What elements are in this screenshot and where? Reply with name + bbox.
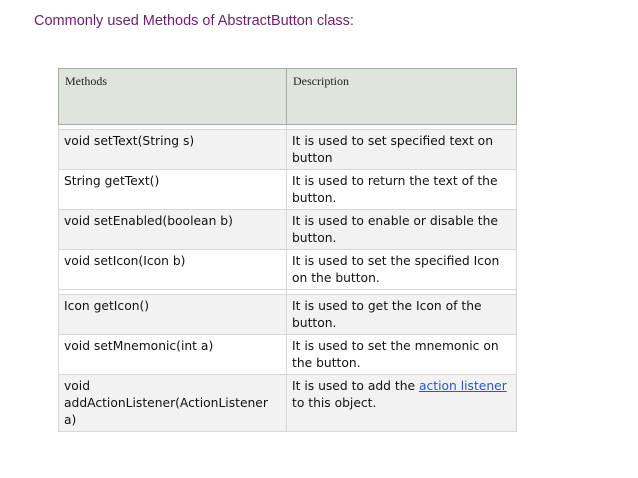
table-row	[59, 210, 517, 250]
method-cell: String getText()	[59, 170, 287, 210]
action-listener-link[interactable]: action listener	[418, 379, 507, 393]
header-description: Description	[287, 69, 517, 125]
description-cell: It is used to set the mnemonic on the button.	[287, 335, 517, 375]
description-text-before: It is used to add the	[292, 379, 419, 393]
description-cell: It is used to get the Icon of the button.	[287, 295, 517, 335]
table-row	[59, 295, 517, 335]
header-methods: Methods	[59, 69, 287, 125]
table-row	[59, 130, 517, 170]
table-row	[59, 335, 517, 375]
description-cell: It is used to set specified text on button	[287, 130, 517, 170]
description-cell: It is used to set the specified Icon on the button.	[287, 250, 517, 290]
table-header-row	[59, 69, 517, 125]
methods-table	[58, 68, 517, 432]
table-row	[59, 375, 517, 432]
description-cell: It is used to enable or disable the button.	[287, 210, 517, 250]
method-cell: void setText(String s)	[59, 130, 287, 170]
slide-title: Commonly used Methods of AbstractButton class:	[34, 13, 354, 29]
method-cell: void setMnemonic(int a)	[59, 335, 287, 375]
method-cell: Icon getIcon()	[59, 295, 287, 335]
table-row	[59, 250, 517, 290]
method-cell: void setEnabled(boolean b)	[59, 210, 287, 250]
method-cell: void setIcon(Icon b)	[59, 250, 287, 290]
description-text-after: to this object.	[292, 396, 377, 410]
table-row	[59, 170, 517, 210]
description-cell: It is used to return the text of the button.	[287, 170, 517, 210]
method-cell: void addActionListener(ActionListener a)	[59, 375, 287, 432]
description-cell	[287, 375, 517, 432]
